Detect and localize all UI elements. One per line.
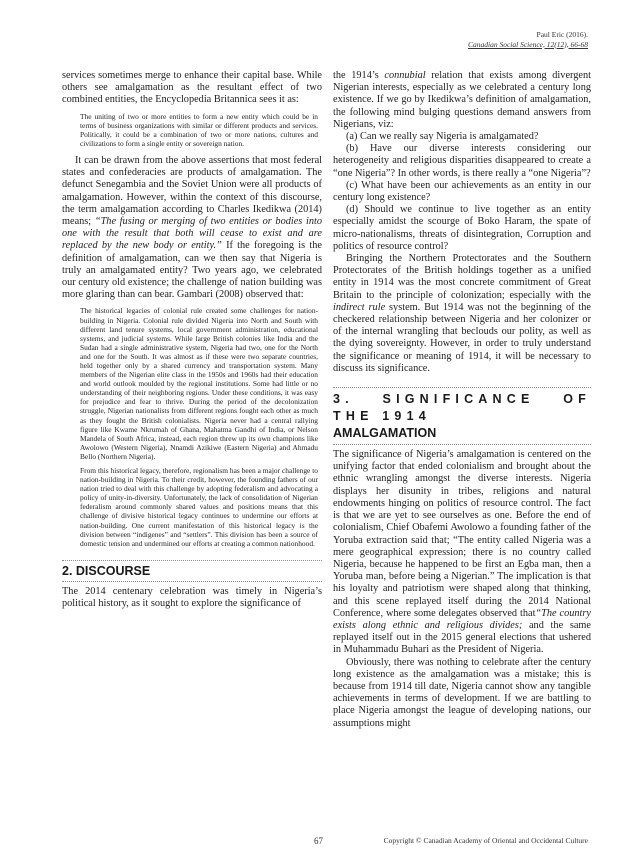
section-heading bbox=[333, 387, 591, 445]
text-run: The significance of Nigeria’s amalgamation is centered on the unifying factor that ended colonialism and brought about the ethnic wrangling amongst the diverse interests. Nigeria displays her disunity in tribes, religions and natural endowments hinging on politics of resource control. The fact is that we are yet to see ourselves as one. Before the end of colonialism, Chief Obafemi Awolowo a founding father of the Yoruba extraction said that; “The entity called Nigeria was a mere geographical expression; there is no country called Nigeria, because he happened to be first an Egba man, then a Yoruba man, before being a Nigerian.” The implication is that his loyalty and patriotism were shaped along that thinking, and this scene replayed itself during the 2014 National Conference, where some delegates observed that bbox=[333, 449, 591, 619]
running-header bbox=[468, 30, 588, 49]
text-run: If the foregoing is the definition of amalgamation, can we then say that Nigeria is truly an amalgamated entity? Two years ago, we celebrated our century old existence; the challenge of nation building was more glaring than can bear. Gambari (2008) observed that: bbox=[62, 240, 322, 301]
section-heading-line: AMALGAMATION bbox=[333, 426, 437, 441]
paragraph bbox=[333, 449, 591, 656]
text-run: system. But 1914 was not the beginning of the checkered relationship between Nigeria and her colonizer or of the internal wrangling that beclouds our polity, as well as the dying sovereignty. However, in order to truly understand the significance or meaning of 1914, it will be necessary to discuss its significance. bbox=[333, 301, 591, 374]
question-c: (c) What have been our achievements as an entity in our century long existence? bbox=[333, 179, 591, 204]
quote-text: The historical legacies of colonial rule created some challenges for nation-building in Nigeria. Colonial rule divided Nigeria into North and South with different land tenure systems, local government administration, educational systems, and judicial systems. While large British colonies like India and the Sudan had a single administrative system, Nigeria had two, one for the North and one for the South. It was almost as if these were two separate countries, held together only by a shared currency and transportation system. Many members of the Nigerian elite class in the 1950s and 1960s had their education and world outlook moulded by the regional institutions. Some had little or no understanding of their neighboring regions. Under these conditions, it was easy for prejudice and fear to thrive. During the period of the decolonization struggle, Nigerian nationalists from different regions fought each other as much as they fought the British colonialists. Nigeria never had a central rallying figure like Kwame Nkrumah of Ghana, Mahatma Gandhi of India, or Nelson Mandela of South Africa, instead, each region threw up its own champions like Awolowo (Western Nigeria), Nnamdi Azikiwe (Eastern Nigeria) and Ahmadu Bello (Northern Nigeria). bbox=[80, 306, 318, 461]
page-number: 67 bbox=[314, 836, 323, 846]
paragraph bbox=[333, 253, 591, 375]
question-b: (b) Have our diverse interests considering our heterogeneity and religious disparities disappeared to create a “one Nigeria”? In other words, is there really a “one Nigeria”? bbox=[333, 143, 591, 179]
text-run: the 1914’s bbox=[333, 70, 385, 81]
text-run: Bringing the Northern Protectorates and the Southern Protectorates of the British holdings together as a unified entity in 1914 was the most concrete commitment of Great Britain to the principle of colonization; especially with the bbox=[333, 253, 591, 301]
italic-quote: “The country exists along ethnic and religious divides; bbox=[333, 607, 591, 631]
italic-quote: “The fusing or merging of two entities or bodies into one with the result that both will cease to exist and are replaced by the new body or entity.” bbox=[62, 216, 322, 252]
section-heading: 2. DISCOURSE bbox=[62, 560, 322, 582]
italic-term: indirect rule bbox=[333, 301, 386, 313]
paragraph bbox=[62, 155, 322, 301]
paragraph bbox=[333, 70, 591, 131]
header-journal: Canadian Social Science, 12(12), 66-68 bbox=[468, 39, 588, 49]
section-heading-line: 3. SIGNIFICANCE OF THE 1914 bbox=[333, 392, 591, 424]
quote-text: From this historical legacy, therefore, regionalism has been a major challenge to nation-building in Nigeria. To their credit, however, the founding fathers of our nation tried to deal with this challenge by adopting federalism and advocating a policy of unity-in-diversity. Unfortunately, the lack of consolidation of Nigerian federalism around commonly shared values and positions means that this challenge of divisive historical legacy continues to undermine our efforts at nation-building. One current manifestation of this historical legacy is the division between “indigenes” and “settlers”. This division has been a source of domestic tension and undermined our efforts at creating a common nationhood. bbox=[80, 466, 318, 548]
right-column bbox=[333, 70, 591, 730]
paragraph: Obviously, there was nothing to celebrate after the century long existence as the amalgamation was a mistake; this is because from 1914 till date, Nigeria cannot show any tangible achievements in terms of development. If we are battling to place Nigeria amongst the league of developing nations, our assumptions might bbox=[333, 656, 591, 729]
header-citation: Paul Eric (2016). bbox=[536, 30, 588, 39]
block-quote bbox=[80, 112, 318, 148]
text-run: relation that exists among divergent Nigerian interests, especially as we celebrated a century long existence. If we go by Ikedikwa’s definition of amalgamation, the following mind bulging questions demand answers from Nigerians, viz: bbox=[333, 70, 591, 130]
quote-text: The uniting of two or more entities to form a new entity which could be in terms of business organizations with similar or different products and services. Politically, it could be a combination of two or more nations, cultures and civilizations to form a single entity or sovereign nation. bbox=[80, 111, 318, 148]
block-quote bbox=[80, 306, 318, 547]
text-run: It can be drawn from the above assertions that most federal states and confederacies are products of amalgamation. The defunct Senegambia and the Soviet Union were all products of amalgamation. However, within the context of this discourse, the term amalgamation according to Charles Ikedikwa (2014) means; bbox=[62, 154, 322, 227]
copyright-notice: Copyright © Canadian Academy of Oriental and Occidental Culture bbox=[383, 836, 588, 845]
paragraph: services sometimes merge to enhance their capital base. While others see amalgamation as the resultant effect of two combined entities, the Encyclopedia Britannica sees it as: bbox=[62, 70, 322, 106]
paragraph: The 2014 centenary celebration was timely in Nigeria’s political history, as it sought to explore the significance of bbox=[62, 585, 322, 610]
text-run: and the same replayed itself out in the 2015 general elections that ushered in Muhammadu Buhari as the President of Nigeria. bbox=[333, 619, 591, 656]
question-d: (d) Should we continue to live together as an entity especially amidst the scourge of Boko Haram, the spate of micro-nationalisms, threats of disintegration, Corruption and politics of resource control? bbox=[333, 204, 591, 252]
question-a: (a) Can we really say Nigeria is amalgamated? bbox=[346, 131, 539, 143]
left-column bbox=[62, 70, 322, 610]
italic-term: connubial bbox=[384, 70, 426, 81]
